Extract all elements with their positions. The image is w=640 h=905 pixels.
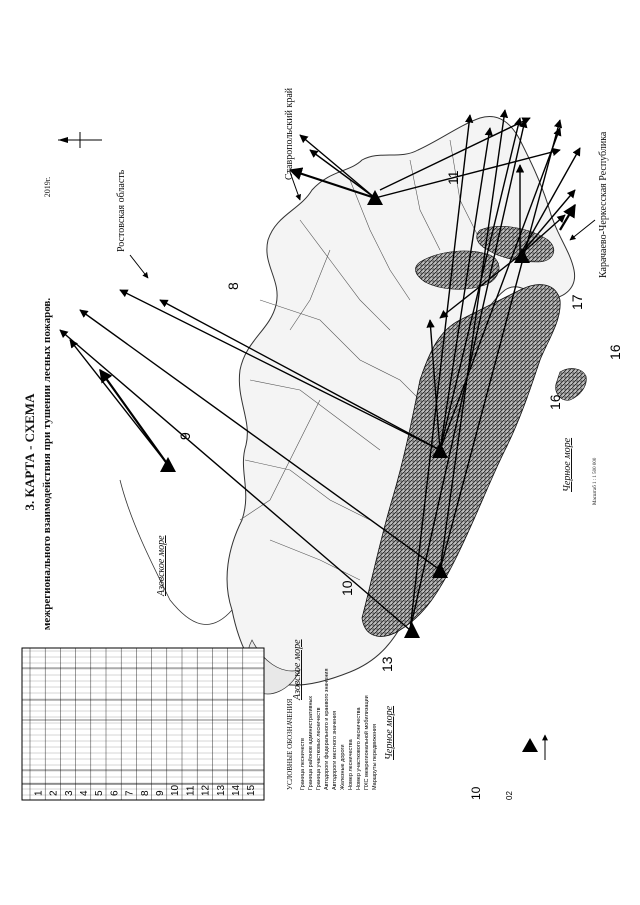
legend-item: Граница районов административных [308, 695, 314, 790]
region-label-stavropol: Ставропольский край [284, 87, 295, 180]
legend-sample-number: 02 [505, 791, 514, 800]
legend-sample-number: 10 [469, 786, 483, 800]
region-number: 9 [177, 432, 193, 440]
sea-label-azov-inset: Азовское море [292, 639, 303, 700]
table-row-number: 1 [33, 790, 45, 796]
fire-station-triangle-icon [522, 738, 538, 752]
table-row-number: 11 [185, 785, 197, 796]
forestry-table [22, 648, 264, 800]
region-label-karachaevo: Карачаево-Черкесская Республика [598, 131, 609, 278]
table-row-number: 3 [63, 790, 75, 796]
legend-heading: УСЛОВНЫЕ ОБОЗНАЧЕНИЯ [286, 698, 294, 790]
region-number: 17 [569, 294, 585, 310]
table-row-number: 9 [155, 790, 166, 796]
region-number: 13 [379, 656, 395, 672]
sea-label-black-inset: Черное море [384, 705, 395, 760]
table-row-number: 13 [215, 784, 227, 796]
region-number: 11 [445, 170, 461, 185]
table-row-number: 15 [246, 784, 258, 796]
legend-item: Железные дороги [340, 744, 346, 790]
region-number: 16 [607, 344, 623, 360]
legend [280, 648, 580, 800]
compass-rose-icon [58, 132, 102, 148]
table-row-number: 14 [231, 784, 242, 796]
title-year: 2019г. [43, 176, 52, 198]
table-row-number: 6 [109, 790, 121, 796]
legend-item: Граница участковых лесничеств [316, 707, 322, 790]
table-row-number: 4 [79, 790, 90, 796]
legend-item: ПХС межрегиональной мобилизации [364, 695, 370, 790]
sea-label-black-main: Черное море [562, 437, 573, 492]
table-row-number: 2 [48, 790, 60, 796]
table-row-number: 5 [94, 790, 106, 796]
region-number: 8 [225, 282, 241, 290]
sea-label-azov-main: Азовское море [156, 535, 167, 596]
azov-coast [120, 480, 232, 624]
legend-item: Номер лесничества [348, 739, 354, 790]
map-title [22, 177, 53, 630]
legend-item: Маршруты передвижения [372, 724, 378, 790]
table-row-number: 12 [200, 784, 212, 796]
region-number: 16 [547, 394, 563, 410]
table-row-number: 10 [170, 784, 182, 796]
scale-note: Масштаб 1 : 1 500 000 [593, 457, 598, 505]
title-line-1: 3. КАРТА - СХЕМА [22, 393, 37, 511]
legend-item: Автодороги федерального и краевого значения [324, 668, 330, 790]
region-label-rostov: Ростовская область [116, 169, 127, 252]
legend-item: Граница лесничеств [300, 738, 306, 790]
legend-item: Номер участкового лесничества [356, 707, 362, 790]
table-row-number: 8 [139, 790, 151, 796]
title-line-2: межрегионального взаимодействия при тушении лесных пожаров. [41, 297, 53, 631]
table-row-number: 7 [124, 790, 136, 796]
legend-item: Автодороги местного значения [332, 710, 338, 790]
region-number: 10 [339, 580, 355, 596]
fire-station-triangle-icon [160, 457, 176, 472]
